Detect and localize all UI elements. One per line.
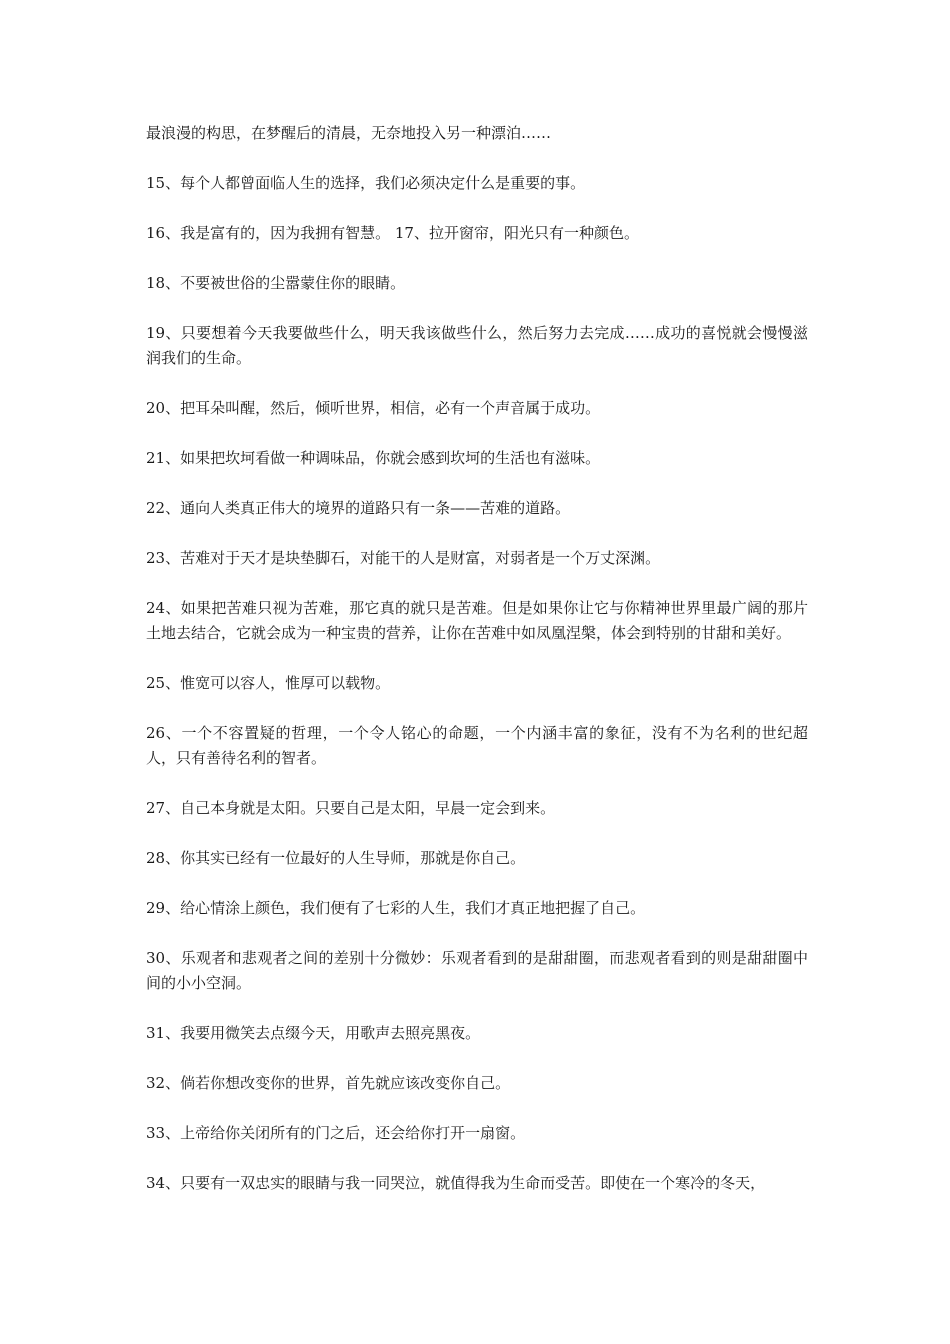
quote-28: 28、你其实已经有一位最好的人生导师，那就是你自己。 (146, 849, 526, 867)
quote-30: 30、乐观者和悲观者之间的差别十分微妙：乐观者看到的是甜甜圈，而悲观者看到的则是甜甜圈中间的小小空洞。 (146, 949, 808, 992)
quote-25: 25、惟宽可以容人，惟厚可以载物。 (146, 674, 391, 692)
quote-19: 19、只要想着今天我要做些什么，明天我该做些什么，然后努力去完成……成功的喜悦就会慢慢滋润我们的生命。 (146, 324, 808, 367)
quote-31: 31、我要用微笑去点缀今天，用歌声去照亮黑夜。 (146, 1024, 481, 1042)
quote-34: 34、只要有一双忠实的眼睛与我一同哭泣，就值得我为生命而受苦。即使在一个寒冷的冬天， (146, 1174, 766, 1192)
quote-33: 33、上帝给你关闭所有的门之后，还会给你打开一扇窗。 (146, 1124, 526, 1142)
quote-24: 24、如果把苦难只视为苦难，那它真的就只是苦难。但是如果你让它与你精神世界里最广阔的那片土地去结合，它就会成为一种宝贵的营养，让你在苦难中如凤凰涅槃，体会到特别的甘甜和美好。 (146, 599, 808, 642)
quote-16-17: 16、我是富有的，因为我拥有智慧。 17、拉开窗帘，阳光只有一种颜色。 (146, 224, 639, 242)
quote-20: 20、把耳朵叫醒，然后，倾听世界，相信，必有一个声音属于成功。 (146, 399, 601, 417)
quote-22: 22、通向人类真正伟大的境界的道路只有一条——苦难的道路。 (146, 499, 571, 517)
quote-26: 26、一个不容置疑的哲理，一个令人铭心的命题，一个内涵丰富的象征，没有不为名利的世纪超人，只有善待名利的智者。 (146, 724, 808, 767)
quote-15: 15、每个人都曾面临人生的选择，我们必须决定什么是重要的事。 (146, 174, 586, 192)
quote-23: 23、苦难对于天才是块垫脚石，对能干的人是财富，对弱者是一个万丈深渊。 (146, 549, 661, 567)
quote-27: 27、自己本身就是太阳。只要自己是太阳，早晨一定会到来。 (146, 799, 556, 817)
quote-32: 32、倘若你想改变你的世界，首先就应该改变你自己。 (146, 1074, 511, 1092)
paragraph-continuation: 最浪漫的构思，在梦醒后的清晨，无奈地投入另一种漂泊…… (146, 124, 552, 142)
document-page (146, 121, 808, 1221)
quote-21: 21、如果把坎坷看做一种调味品，你就会感到坎坷的生活也有滋味。 (146, 449, 601, 467)
quote-29: 29、给心情涂上颜色，我们便有了七彩的人生，我们才真正地把握了自己。 (146, 899, 646, 917)
quote-18: 18、不要被世俗的尘嚣蒙住你的眼睛。 (146, 274, 406, 292)
